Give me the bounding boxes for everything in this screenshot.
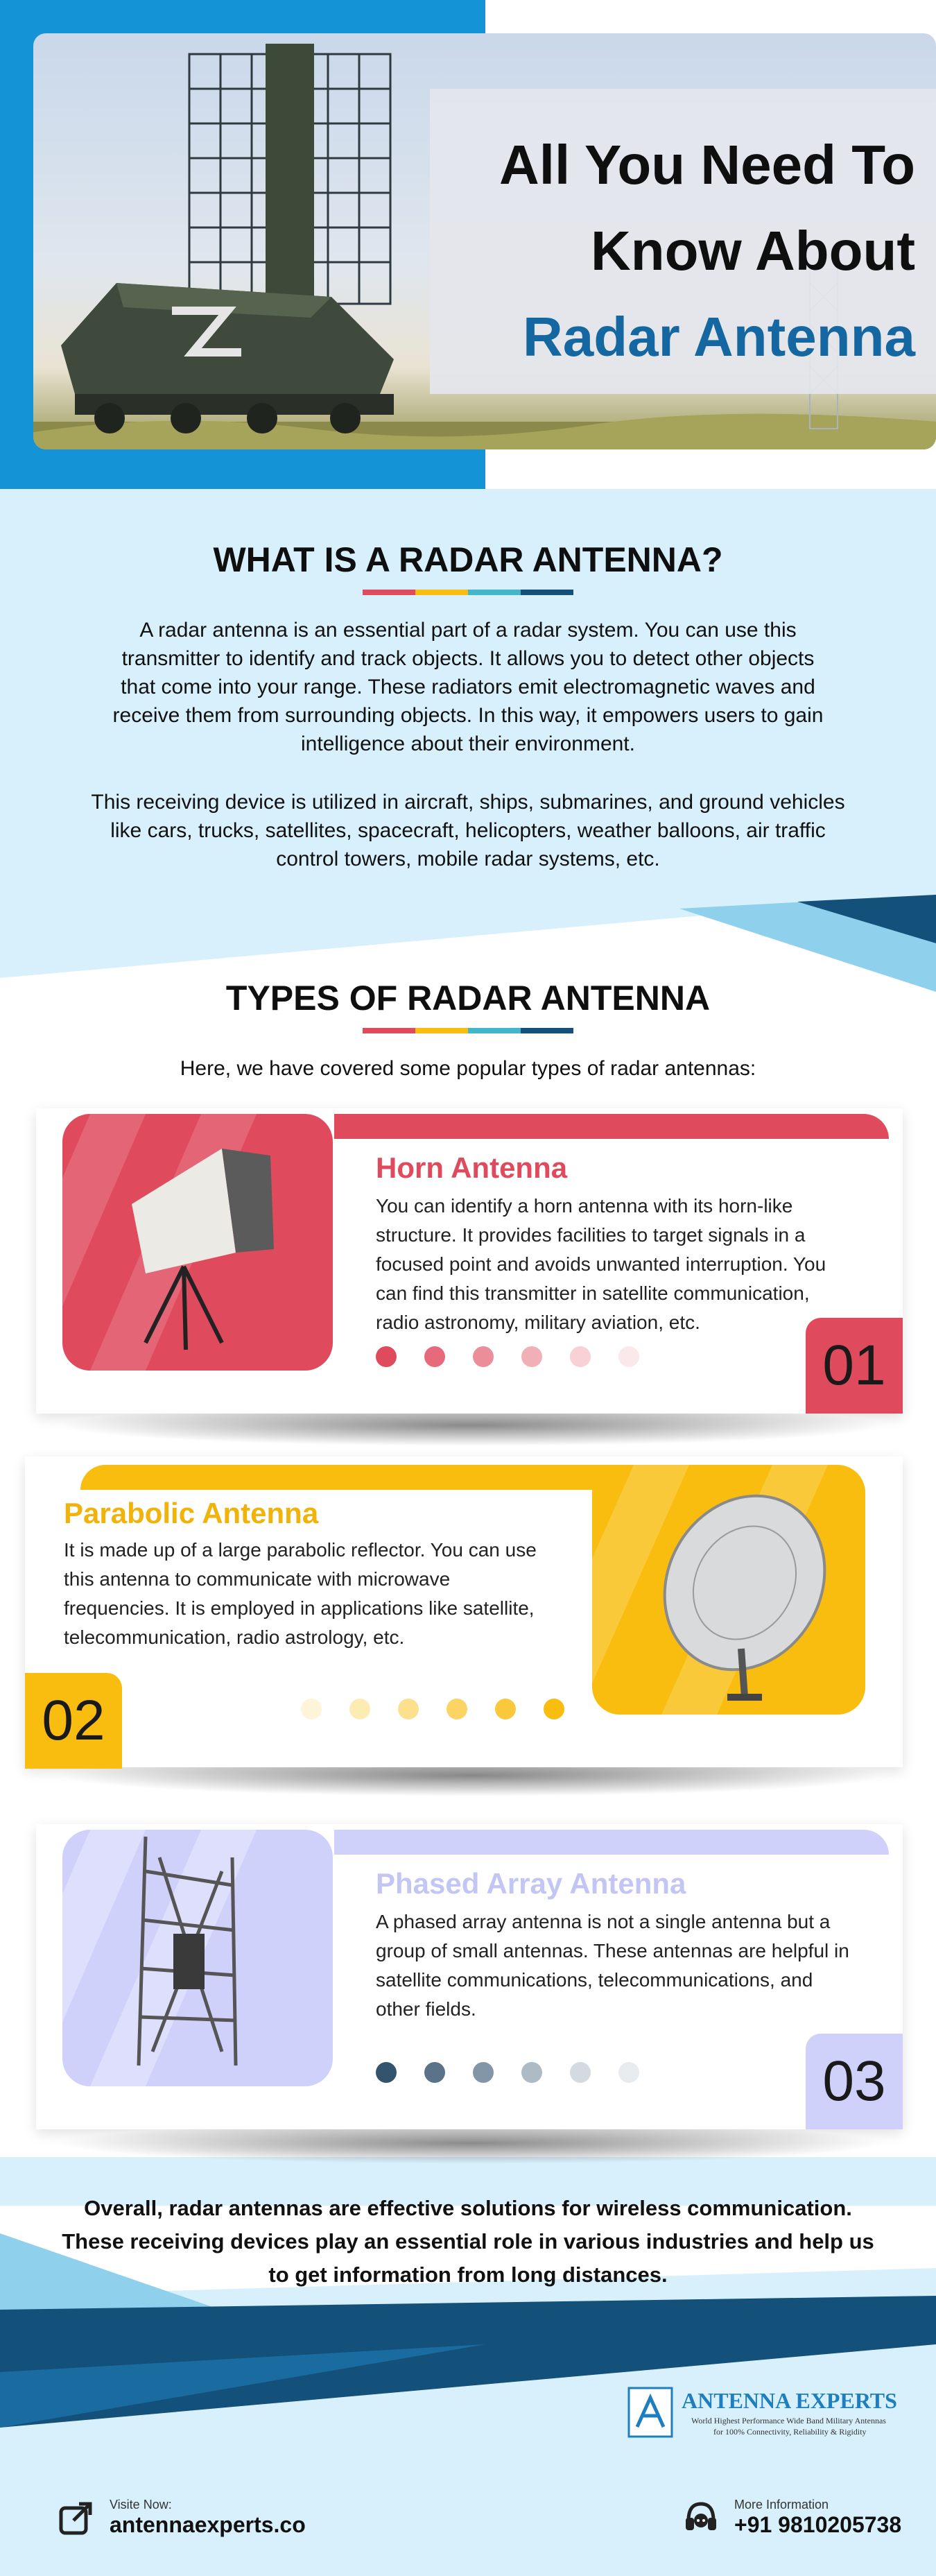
- dot: [301, 1699, 322, 1719]
- dot: [398, 1699, 419, 1719]
- card-number: 03: [806, 2034, 903, 2129]
- dot: [521, 2062, 542, 2083]
- text-line: These receiving devices play an essential role in various industries and help us: [62, 2229, 874, 2253]
- text-line: group of small antennas. These antennas are helpful in: [376, 1940, 849, 1961]
- card-top-stripe: [334, 1114, 889, 1139]
- text-line: frequencies. It is employed in applications like satellite,: [64, 1597, 535, 1619]
- info-label: More Information: [734, 2498, 829, 2511]
- card-number: 01: [806, 1318, 903, 1414]
- what-is-heading: WHAT IS A RADAR ANTENNA?: [213, 540, 723, 579]
- dot: [544, 1699, 564, 1719]
- antenna-experts-logo: [627, 2384, 905, 2442]
- card-title: Horn Antenna: [376, 1151, 568, 1184]
- logo-name: ANTENNA EXPERTS: [682, 2388, 897, 2413]
- conclusion-paragraph: [28, 2192, 908, 2292]
- logo-tagline-1: World Highest Performance Wide Band Military Antennas: [691, 2416, 886, 2425]
- text-line: intelligence about their environment.: [301, 732, 635, 755]
- dot: [521, 1346, 542, 1367]
- text-line: can find this transmitter in satellite communication,: [376, 1282, 810, 1304]
- headset-icon: [683, 2500, 719, 2536]
- dot: [570, 2062, 591, 2083]
- card-top-stripe: [80, 1465, 649, 1490]
- hero-title-line-3: Radar Antenna: [522, 306, 915, 368]
- text-line: that come into your range. These radiators emit electromagnetic waves and: [121, 676, 815, 698]
- types-intro: Here, we have covered some popular types of radar antennas:: [180, 1057, 756, 1080]
- what-is-paragraph-1: [42, 616, 894, 758]
- dot: [618, 1346, 639, 1367]
- phone-contact[interactable]: [683, 2490, 901, 2545]
- card-description: [376, 1907, 861, 2024]
- website-text: [110, 2498, 306, 2538]
- text-line: like cars, trucks, satellites, spacecraft, helicopters, weather balloons, air traffic: [110, 819, 826, 842]
- horn-antenna-image: [62, 1114, 333, 1371]
- dot: [447, 1699, 467, 1719]
- satellite-dish-icon: [592, 1465, 865, 1715]
- hero-title-box: [430, 89, 936, 394]
- parabolic-antenna-card: [25, 1457, 903, 1767]
- text-line: other fields.: [376, 1998, 476, 2020]
- text-line: You can identify a horn antenna with its horn-like: [376, 1195, 793, 1217]
- card-description: [64, 1536, 591, 1652]
- heading-underline: [363, 1028, 573, 1033]
- dot: [473, 1346, 494, 1367]
- text-line: transmitter to identify and track objects. It allows you to detect other objects: [121, 647, 815, 670]
- phased-array-icon: [62, 1830, 333, 2086]
- dot: [349, 1699, 370, 1719]
- phone-text: [734, 2498, 901, 2538]
- text-line: satellite communications, telecommunications, and: [376, 1969, 813, 1991]
- card-top-stripe: [334, 1830, 889, 1855]
- types-heading: TYPES OF RADAR ANTENNA: [225, 979, 711, 1017]
- hero-banner: [0, 0, 936, 489]
- text-line: focused point and avoids unwanted interruption. You: [376, 1253, 826, 1275]
- text-line: This receiving device is utilized in aircraft, ships, submarines, and ground vehicles: [91, 791, 845, 814]
- text-line: A radar antenna is an essential part of a radar system. You can use this: [139, 619, 797, 642]
- ae-logo-icon: [627, 2387, 673, 2438]
- heading-underline: [363, 590, 573, 595]
- text-line: receive them from surrounding objects. In this way, it empowers users to gain: [112, 704, 824, 727]
- text-line: telecommunication, radio astrology, etc.: [64, 1626, 405, 1648]
- dot: [473, 2062, 494, 2083]
- horn-antenna-card: [36, 1108, 903, 1414]
- card-title: Phased Array Antenna: [376, 1867, 686, 1900]
- dot: [618, 2062, 639, 2083]
- visit-label: Visite Now:: [110, 2498, 172, 2511]
- horn-antenna-icon: [62, 1114, 333, 1371]
- logo-tagline-2: for 100% Connectivity, Reliability & Rigidity: [713, 2427, 867, 2437]
- dot: [376, 2062, 397, 2083]
- parabolic-antenna-image: [592, 1465, 865, 1715]
- text-line: to get information from long distances.: [268, 2262, 668, 2287]
- hero-title: [499, 122, 915, 380]
- card-description: [376, 1192, 861, 1337]
- progress-dots: [376, 1346, 639, 1367]
- external-link-icon: [58, 2500, 94, 2536]
- what-is-paragraph-2: [28, 788, 908, 873]
- card-number: 02: [25, 1673, 122, 1769]
- phone-number[interactable]: +91 9810205738: [734, 2512, 902, 2537]
- dot: [495, 1699, 516, 1719]
- phased-array-antenna-card: [36, 1824, 903, 2129]
- text-line: It is made up of a large parabolic reflector. You can use: [64, 1539, 537, 1561]
- text-line: Overall, radar antennas are effective solutions for wireless communication.: [84, 2196, 852, 2220]
- dot: [376, 1346, 397, 1367]
- website-contact[interactable]: [58, 2490, 306, 2545]
- dot: [570, 1346, 591, 1367]
- hero-title-line-1: All You Need To: [499, 134, 915, 196]
- text-line: A phased array antenna is not a single antenna but a: [376, 1911, 831, 1932]
- hero-title-line-2: Know About: [590, 220, 915, 282]
- text-line: radio astronomy, military aviation, etc.: [376, 1312, 700, 1333]
- progress-dots: [376, 2062, 639, 2083]
- text-line: control towers, mobile radar systems, etc.: [276, 848, 660, 870]
- website-link[interactable]: antennaexperts.co: [110, 2512, 306, 2537]
- dot: [424, 2062, 445, 2083]
- dot: [424, 1346, 445, 1367]
- progress-dots: [301, 1699, 564, 1719]
- text-line: structure. It provides facilities to target signals in a: [376, 1224, 806, 1246]
- text-line: this antenna to communicate with microwave: [64, 1568, 451, 1590]
- card-title: Parabolic Antenna: [64, 1497, 319, 1529]
- phased-array-antenna-image: [62, 1830, 333, 2086]
